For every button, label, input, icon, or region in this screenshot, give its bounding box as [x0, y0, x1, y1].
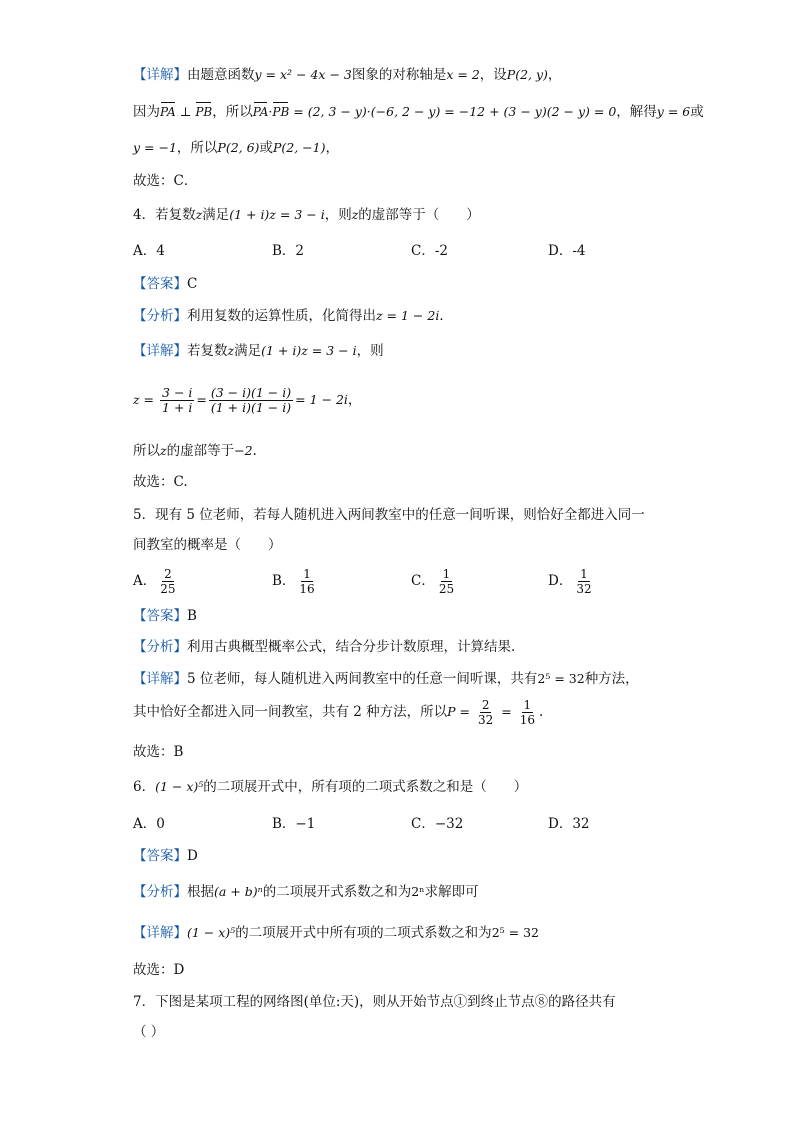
q5-answer: 【答案】B	[133, 608, 197, 624]
q6-detail: 【详解】(1 − x)⁵的二项展开式中所有项的二项式系数之和为2⁵ = 32	[133, 925, 539, 941]
q5-option-d: D． $\frac{1}{32}$	[548, 567, 592, 596]
q6-choose: 故选：D	[133, 962, 185, 978]
q5-analysis: 【分析】利用古典概型概率公式，结合分步计数原理，计算结果.	[133, 639, 516, 655]
q5-option-c: C． $\frac{1}{25}$	[411, 567, 455, 596]
q6-option-a: A．0	[133, 816, 165, 832]
q4-detail: 【详解】若复数z满足(1 + i)z = 3 − i，则	[133, 343, 384, 359]
fraction: $\frac{3 - i}{1 + i}$	[162, 385, 193, 415]
q6-option-b: B．−1	[272, 816, 316, 832]
q5-stem-line1: 5．现有 5 位老师，若每人随机进入两间教室中的任意一间听课，则恰好全都进入同一	[133, 507, 645, 523]
q4-option-d: D．-4	[548, 243, 586, 259]
q4-answer: 【答案】C	[133, 276, 198, 292]
q7-stem-line1: 7．下图是某项工程的网络图(单位:天)，则从开始节点①到终止节点⑧的路径共有	[133, 994, 616, 1010]
vector-pb: PB	[195, 102, 212, 122]
q6-answer: 【答案】D	[133, 848, 198, 864]
q5-options	[133, 561, 663, 597]
q3-detail-line2: 因为PA ⊥ PB，所以PA·PB = (2, 3 − y)·(−6, 2 − y) = −12 + (3 − y)(2 − y) = 0，解得y = 6或	[133, 104, 704, 120]
q4-conclusion: 所以z的虚部等于−2.	[133, 443, 257, 459]
q4-analysis: 【分析】利用复数的运算性质，化简得出z = 1 − 2i．	[133, 308, 453, 324]
q3-detail-line1: 【详解】由题意函数y = x² − 4x − 3图象的对称轴是x = 2，设P(2, y)，	[133, 67, 562, 83]
q6-stem: 6．(1 − x)⁵的二项展开式中，所有项的二项式系数之和是（ ）	[133, 779, 528, 795]
q5-detail-line2: 其中恰好全都进入同一间教室，共有 2 种方法，所以P = $\frac{2}{32}$ = $\frac{1}{16}$ .	[133, 698, 544, 727]
detail-tag: 【详解】	[133, 67, 187, 83]
vector-pa: PA	[160, 102, 176, 122]
fraction: $\frac{(3 - i)(1 - i)}{(1 + i)(1 - i)}$	[210, 385, 292, 415]
q4-option-a: A．4	[133, 243, 165, 259]
q5-detail-line1: 【详解】5 位老师，每人随机进入两间教室中的任意一间听课，共有2⁵ = 32种方法，	[133, 671, 639, 687]
q4-stem: 4．若复数z满足(1 + i)z = 3 − i，则z的虚部等于（ ）	[133, 207, 480, 223]
q3-choose: 故选：C．	[133, 173, 198, 189]
q5-option-b: B． $\frac{1}{16}$	[272, 567, 315, 596]
q3-detail-line3: y = −1，所以P(2, 6)或P(2, −1)，	[133, 140, 339, 156]
q4-option-b: B．2	[272, 243, 305, 259]
q4-option-c: C．-2	[411, 243, 448, 259]
q4-choose: 故选：C.	[133, 474, 188, 490]
q7-stem-line2: （ ）	[133, 1024, 165, 1040]
q5-choose: 故选：B	[133, 744, 184, 760]
q6-option-c: C．−32	[411, 816, 464, 832]
q6-option-d: D．32	[548, 816, 590, 832]
q4-calculation: z = $\frac{3 - i}{1 + i}$ = $\frac{(3 - i)(1 - i)}{(1 + i)(1 - i)}$ = 1 − 2i，	[133, 385, 362, 415]
q5-stem-line2: 间教室的概率是（ ）	[133, 537, 282, 553]
q5-option-a: A． $\frac{2}{25}$	[133, 567, 176, 596]
q6-analysis: 【分析】根据(a + b)ⁿ的二项展开式系数之和为2ⁿ求解即可	[133, 884, 479, 900]
